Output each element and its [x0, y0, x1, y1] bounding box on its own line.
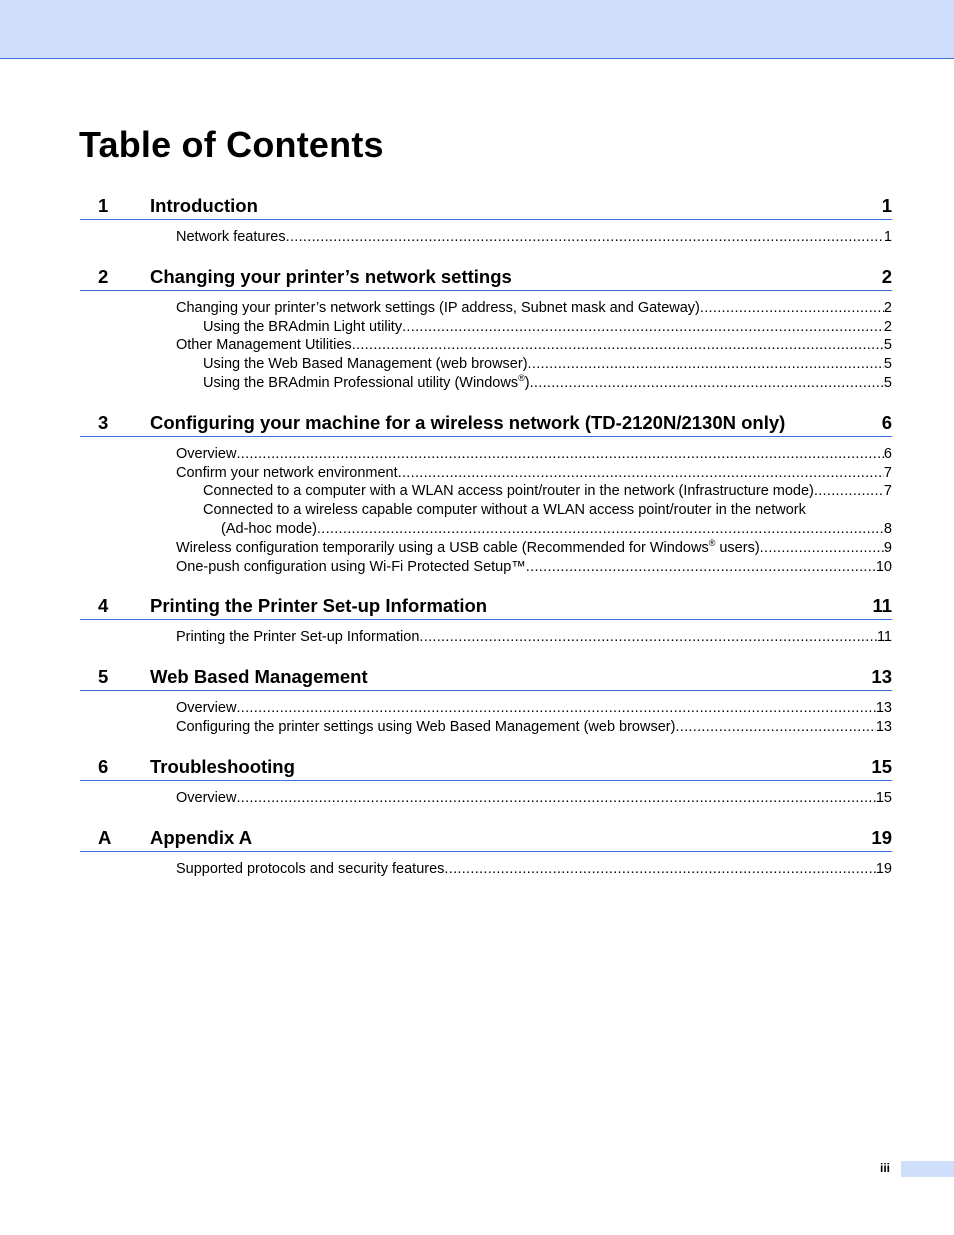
leader-dots [675, 718, 875, 737]
toc-entry-page: 7 [883, 464, 892, 481]
toc-entry-text: Overview [176, 445, 237, 462]
leader-dots [352, 336, 884, 355]
leader-dots [760, 539, 884, 558]
toc-entry-text: Using the Web Based Management (web browser) [203, 356, 528, 373]
leader-dots [528, 355, 884, 374]
toc-entry-page: 10 [875, 558, 892, 575]
toc-entry-text: Changing your printer’s network settings (IP address, Subnet mask and Gateway) [176, 299, 700, 316]
chapter-page: 6 [881, 411, 892, 433]
chapter-heading[interactable] [80, 661, 892, 691]
chapter-5 [80, 661, 892, 737]
chapter-page: 19 [871, 826, 892, 848]
leader-dots [317, 520, 884, 539]
toc-entry-text: Overview [176, 700, 237, 717]
toc-entry[interactable] [80, 464, 892, 483]
chapter-number: 4 [98, 595, 109, 617]
chapter-heading[interactable] [80, 590, 892, 620]
toc-entry[interactable] [80, 374, 892, 393]
toc-entry[interactable] [80, 628, 892, 647]
leader-dots [814, 482, 884, 501]
toc-entry[interactable] [80, 699, 892, 718]
toc-entry[interactable] [80, 318, 892, 337]
toc-entry-page: 15 [875, 789, 892, 806]
toc-entry[interactable] [80, 482, 892, 501]
chapter-heading[interactable] [80, 261, 892, 291]
chapter-title: Configuring your machine for a wireless network (TD-2120N/2130N only) [150, 411, 786, 433]
toc-entry-text: Wireless configuration temporarily using a USB cable (Recommended for Windows® users) [176, 537, 760, 556]
chapter-appendix-a [80, 822, 892, 879]
toc-entry-text: (Ad-hoc mode) [221, 520, 317, 537]
leader-dots [526, 558, 876, 577]
chapter-page: 13 [871, 666, 892, 688]
toc-entry-text: One-push configuration using Wi-Fi Protected Setup™ [176, 558, 526, 575]
chapter-title: Troubleshooting [150, 755, 295, 777]
leader-dots [444, 860, 875, 879]
chapter-1 [80, 190, 892, 247]
leader-dots [530, 374, 884, 393]
chapter-6 [80, 751, 892, 808]
toc-entry-page: 5 [883, 356, 892, 373]
chapter-page: 1 [881, 195, 892, 216]
toc-entry[interactable] [80, 299, 892, 318]
leader-dots [419, 628, 877, 647]
chapter-number: 6 [98, 755, 109, 777]
page-title: Table of Contents [79, 124, 384, 165]
toc-entry-continuation[interactable] [80, 520, 892, 539]
chapter-title: Printing the Printer Set-up Information [150, 595, 488, 617]
leader-dots [398, 464, 884, 483]
chapter-2 [80, 261, 892, 393]
table-of-contents [80, 190, 892, 892]
toc-entry-page: 6 [883, 445, 892, 462]
toc-entry[interactable] [80, 539, 892, 558]
chapter-heading[interactable] [80, 822, 892, 852]
toc-entry-text: Printing the Printer Set-up Information [176, 629, 420, 646]
chapter-4 [80, 590, 892, 647]
toc-entry-text: Using the BRAdmin Professional utility (Windows®) [203, 373, 530, 391]
toc-entry-text: Overview [176, 789, 237, 806]
chapter-heading[interactable] [80, 190, 892, 220]
toc-entry-page: 2 [883, 299, 892, 316]
chapter-page: 2 [881, 265, 892, 287]
toc-entry[interactable] [80, 336, 892, 355]
leader-dots [286, 228, 884, 247]
chapter-number: 2 [98, 265, 109, 287]
toc-entry-page: 13 [875, 718, 892, 735]
toc-entry-page: 2 [883, 318, 892, 335]
registered-mark: ® [708, 537, 716, 548]
leader-dots [402, 318, 884, 337]
chapter-title: Introduction [150, 195, 258, 216]
toc-entry[interactable] [80, 445, 892, 464]
chapter-number: 1 [98, 195, 109, 216]
toc-entry-page: 7 [883, 483, 892, 500]
toc-entry-page: 13 [875, 700, 892, 717]
toc-entry[interactable] [80, 860, 892, 879]
toc-entry-text: Other Management Utilities [176, 337, 352, 354]
chapter-title: Changing your printer’s network settings [150, 265, 512, 287]
toc-entry-text: Supported protocols and security features [176, 860, 445, 877]
toc-entry-page: 5 [883, 337, 892, 354]
chapter-heading[interactable] [80, 407, 892, 437]
leader-dots [236, 699, 875, 718]
toc-entry-text: Configuring the printer settings using Web Based Management (web browser) [176, 718, 676, 735]
toc-entry[interactable] [80, 558, 892, 577]
toc-entry-page: 11 [876, 629, 892, 646]
toc-entry-text: Using the BRAdmin Light utility [203, 318, 403, 335]
chapter-number: 5 [98, 666, 109, 688]
chapter-3 [80, 407, 892, 577]
toc-entry-page: 5 [883, 374, 892, 391]
leader-dots [700, 299, 884, 318]
footer-tab [901, 1161, 954, 1177]
header-band [0, 0, 954, 59]
footer-page-number: iii [880, 1161, 891, 1175]
toc-entry-text: Connected to a computer with a WLAN access point/router in the network (Infrastructure mode) [203, 483, 814, 500]
toc-entry-page: 19 [875, 860, 892, 877]
toc-entry[interactable] [80, 789, 892, 808]
chapter-number: A [98, 826, 112, 848]
toc-entry-text: Confirm your network environment [176, 464, 398, 481]
leader-dots [236, 789, 875, 808]
leader-dots [236, 445, 883, 464]
toc-entry-page: 9 [883, 539, 892, 556]
toc-entry[interactable] [80, 355, 892, 374]
toc-entry[interactable] [80, 501, 892, 520]
chapter-title: Web Based Management [150, 666, 368, 688]
toc-entry-page: 8 [883, 520, 892, 537]
chapter-page: 15 [871, 755, 892, 777]
chapter-number: 3 [98, 411, 109, 433]
chapter-heading[interactable] [80, 751, 892, 781]
chapter-page: 11 [872, 595, 892, 617]
chapter-title: Appendix A [150, 826, 253, 848]
toc-entry[interactable] [80, 228, 892, 247]
toc-entry[interactable] [80, 718, 892, 737]
toc-entry-text: Connected to a wireless capable computer without a WLAN access point/router in the network [203, 502, 806, 519]
toc-entry-page: 1 [883, 229, 892, 245]
toc-entry-text: Network features [176, 229, 286, 245]
registered-mark: ® [518, 373, 525, 384]
